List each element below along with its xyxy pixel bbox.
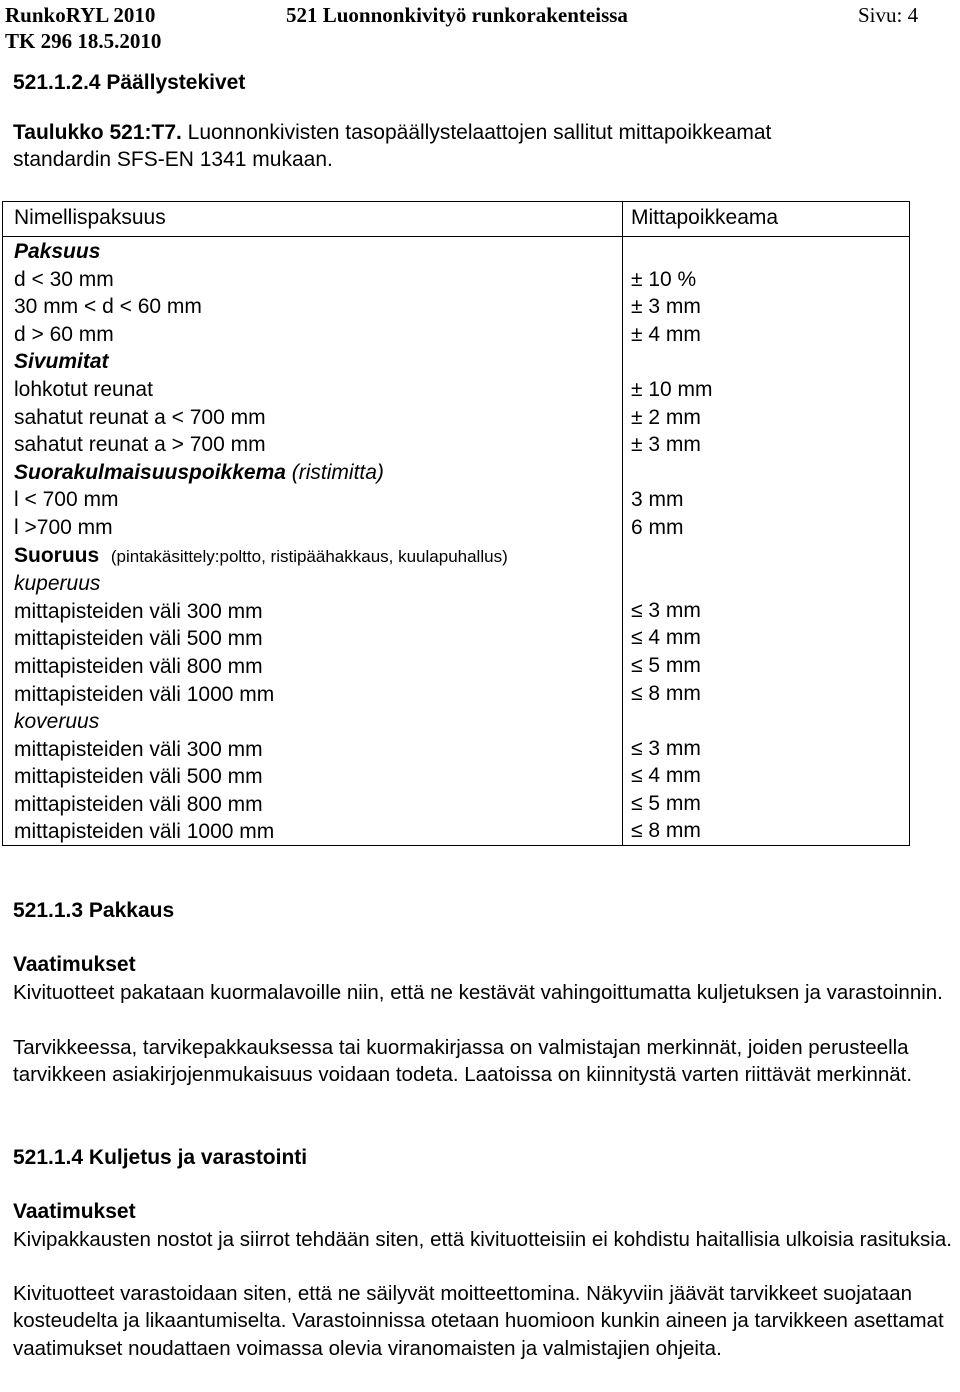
row-label: 30 mm < d < 60 mm <box>14 295 202 319</box>
row-value: ± 3 mm <box>631 433 701 457</box>
row-value: ≤ 4 mm <box>631 626 701 650</box>
row-label: sahatut reunat a < 700 mm <box>14 405 266 429</box>
group-title-sivumitat: Sivumitat <box>14 350 109 374</box>
row-value: ≤ 3 mm <box>631 598 701 622</box>
kuljetus-heading: 521.1.4 Kuljetus ja varastointi <box>13 1146 308 1169</box>
row-label: mittapisteiden väli 800 mm <box>14 792 263 816</box>
row-label: d > 60 mm <box>14 322 114 346</box>
row-value: ± 10 % <box>631 267 697 291</box>
header-doc-date: TK 296 18.5.2010 <box>5 29 162 53</box>
row-label: mittapisteiden väli 1000 mm <box>14 682 275 706</box>
table-header-divider <box>3 236 909 237</box>
table-header-col1: Nimellispaksuus <box>14 206 166 229</box>
group-note-suorakulmaisuus: (ristimitta) <box>285 460 384 484</box>
kuljetus-subheading: Vaatimukset <box>13 1200 136 1223</box>
row-value: 6 mm <box>631 515 684 539</box>
row-label: l >700 mm <box>14 515 113 539</box>
group-title-suorakulmaisuus: Suorakulmaisuuspoikkema <box>14 460 286 484</box>
row-value: ≤ 3 mm <box>631 736 701 760</box>
group-title-suoruus: Suoruus <box>14 543 100 567</box>
pakkaus-subheading: Vaatimukset <box>13 953 136 976</box>
subgroup-koveruus: koveruus <box>14 710 100 734</box>
row-label: mittapisteiden väli 500 mm <box>14 765 263 789</box>
tolerance-table <box>2 201 910 846</box>
row-value: ≤ 5 mm <box>631 653 701 677</box>
table-right-column <box>631 238 713 845</box>
kuljetus-paragraph-1: Kivipakkausten nostot ja siirrot tehdään siten, että kivituotteisiin ei kohdistu haitallisia ulkoisia rasituksia. <box>13 1228 952 1251</box>
row-value: ± 4 mm <box>631 322 701 346</box>
row-value: 3 mm <box>631 488 684 512</box>
pakkaus-paragraph-2: Tarvikkeessa, tarvikepakkauksessa tai kuormakirjassa on valmistajan merkinnät, joiden perusteella tarvikkeen asiakirjojenmukaisuus voidaan todeta. Laatoissa on kiinnitystä varten riittävät merkinnät. <box>13 1036 913 1087</box>
header-doc-name: RunkoRYL 2010 <box>5 3 156 27</box>
row-value: ≤ 8 mm <box>631 819 701 843</box>
header-page-number: Sivu: 4 <box>858 3 919 27</box>
pakkaus-heading: 521.1.3 Pakkaus <box>13 899 175 922</box>
row-label: mittapisteiden väli 300 mm <box>14 599 263 623</box>
row-value: ± 2 mm <box>631 405 701 429</box>
row-value: ≤ 4 mm <box>631 764 701 788</box>
table-caption-line1 <box>13 119 771 146</box>
row-label: sahatut reunat a > 700 mm <box>14 433 266 457</box>
row-value: ≤ 8 mm <box>631 681 701 705</box>
row-label: mittapisteiden väli 800 mm <box>14 654 263 678</box>
header-doc-title: 521 Luonnonkivityö runkorakenteissa <box>286 3 628 27</box>
row-label: mittapisteiden väli 300 mm <box>14 737 263 761</box>
row-label: l < 700 mm <box>14 488 119 512</box>
table-left-column <box>14 238 508 846</box>
row-value: ≤ 5 mm <box>631 791 701 815</box>
subgroup-kuperuus: kuperuus <box>14 572 101 596</box>
table-caption-label: Taulukko 521:T7. <box>13 121 182 144</box>
table-header-col2: Mittapoikkeama <box>631 206 779 229</box>
table-caption-line2: standardin SFS-EN 1341 mukaan. <box>13 148 333 171</box>
row-label: mittapisteiden väli 1000 mm <box>14 820 275 844</box>
table-column-divider <box>622 202 623 845</box>
group-title-paksuus: Paksuus <box>14 240 101 263</box>
group-note-suoruus: (pintakäsittely:poltto, ristipäähakkaus, kuulapuhallus) <box>110 546 508 566</box>
row-label: d < 30 mm <box>14 267 114 291</box>
row-value: ± 3 mm <box>631 295 701 319</box>
row-value: ± 10 mm <box>631 377 713 401</box>
row-label: mittapisteiden väli 500 mm <box>14 627 263 651</box>
row-label: lohkotut reunat <box>14 377 153 401</box>
table-caption-text: Luonnonkivisten tasopäällystelaattojen sallitut mittapoikkeamat <box>181 121 772 144</box>
kuljetus-paragraph-2: Kivituotteet varastoidaan siten, että ne säilyvät moitteettomina. Näkyviin jäävät tarvikkeet suojataan kosteudelta ja likaantumiselta. Varastoinnissa otetaan huomioon kunkin aineen ja tarvikkeen asettamat vaatimukset noudattaen voimassa olevia viranomaisten ja valmistajien ohjeita. <box>13 1282 944 1360</box>
section-heading: 521.1.2.4 Päällystekivet <box>13 71 246 94</box>
pakkaus-paragraph-1: Kivituotteet pakataan kuormalavoille niin, että ne kestävät vahingoittumatta kuljetuksen ja varastoinnin. <box>13 981 943 1004</box>
